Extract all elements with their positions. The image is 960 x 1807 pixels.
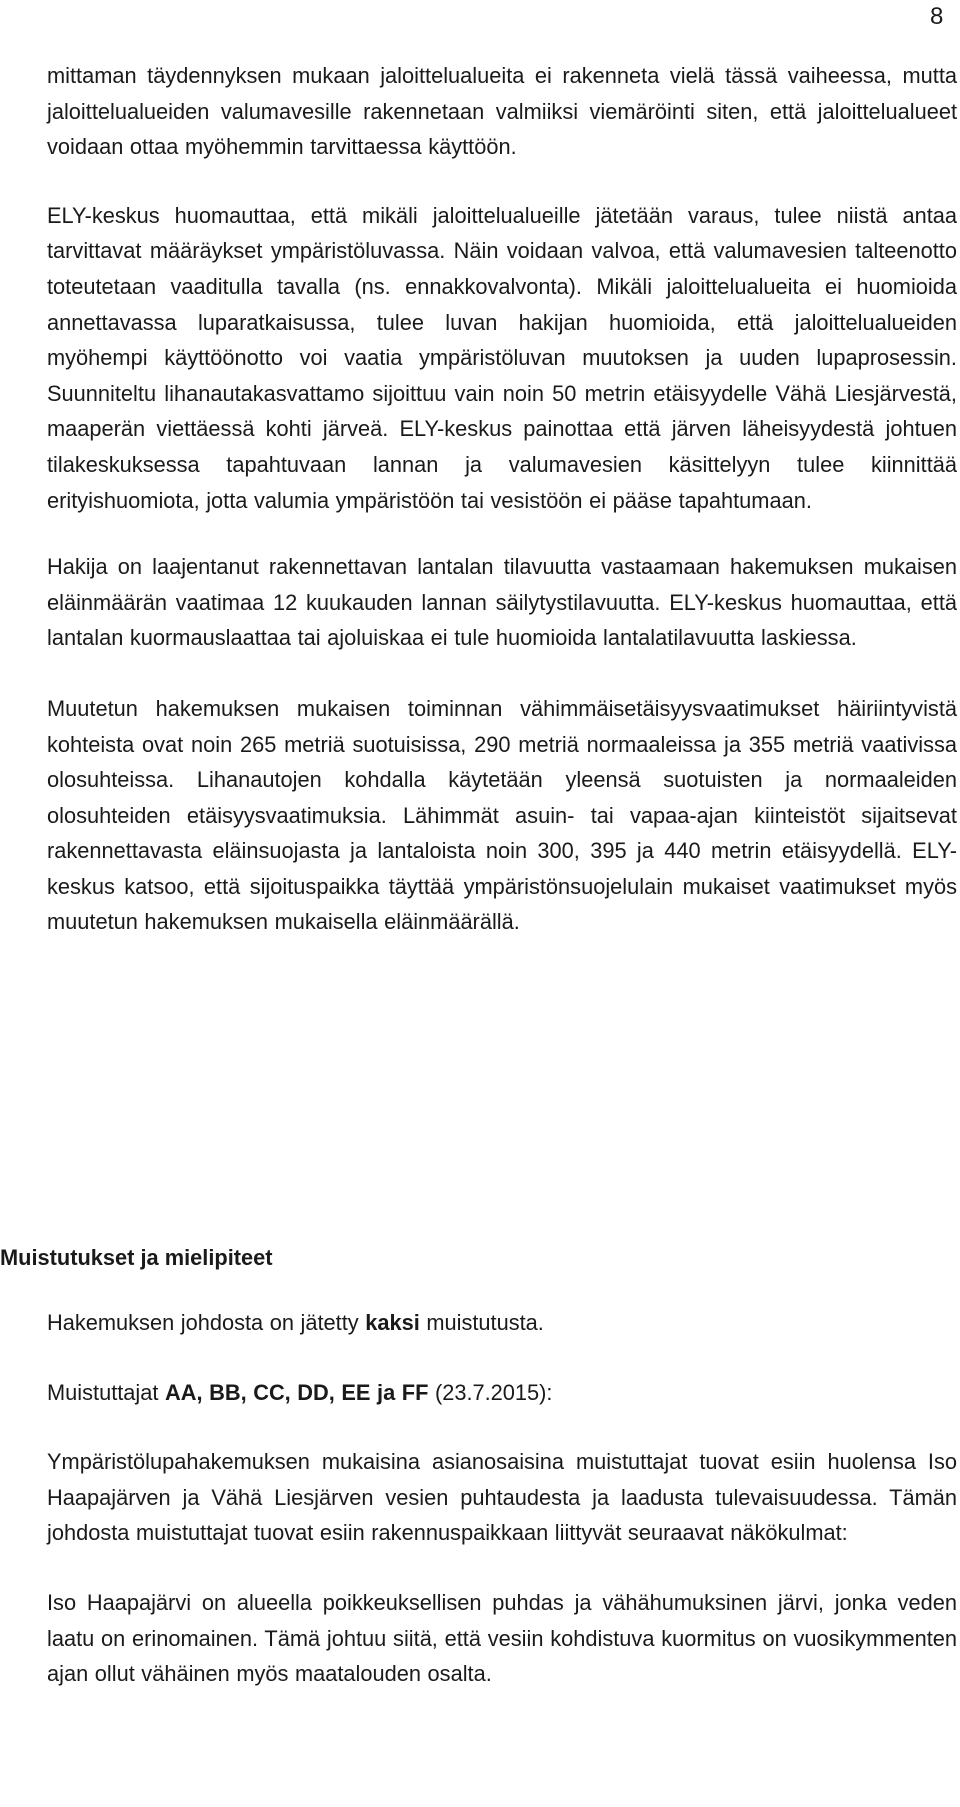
text: muistutusta. [419,1310,544,1335]
page-number: 8 [930,3,944,30]
paragraph: mittaman täydennyksen mukaan jaloittelualueita ei rakenneta vielä tässä vaiheessa, mutta jaloittelualueiden valumavesille rakennetaan valmiiksi viemäröinti siten, että jaloittelualueet voidaan ottaa myöhemmin tarvittaessa käyttöön. [47,63,957,160]
text: Muistuttajat [47,1379,166,1405]
paragraph: Muutetun hakemuksen mukaisen toiminnan vähimmäisetäisyysvaatimukset häiriintyvistä kohteista ovat noin 265 metriä suotuisissa, 290 metriä normaaleissa ja 355 metriä vaativissa olosuhteissa. Lihanautojen kohdalla käytetään yleensä suotuisten ja normaaleiden olosuhteiden etäisyysvaatimuksia. Lähimmät asuin- tai vapaa-ajan kiinteistöt sijaitsevat rakennettavasta eläinsuojasta ja lantaloista noin 300, 395 ja 440 metrin etäisyydellä. ELY-keskus katsoo, että sijoituspaikka täyttää ympäristönsuojelulain mukaiset vaatimukset myös muutetun hakemuksen mukaisella eläinmäärällä. [47,695,957,935]
section-body [47,1305,957,1692]
document-body [47,58,957,940]
section-heading: Muistutukset ja mielipiteet [0,1245,273,1270]
paragraph [47,1305,957,1341]
paragraph: Hakija on laajentanut rakennettavan lantalan tilavuutta vastaamaan hakemuksen mukaisen eläinmäärän vaatimaa 12 kuukauden lannan säilytystilavuutta. ELY-keskus huomauttaa, että lantalan kuormauslaattaa tai ajoluiskaa ei tule huomioida lantalatilavuutta laskiessa. [47,554,957,651]
paragraph [47,1375,957,1411]
text: (23.7.2015): [428,1379,553,1405]
bold-text: AA, BB, CC, DD, EE ja FF [165,1379,429,1405]
text: Hakemuksen johdosta on jätetty [47,1310,366,1335]
bold-text: kaksi [365,1310,420,1335]
paragraph: Iso Haapajärvi on alueella poikkeuksellisen puhdas ja vähähumuksinen järvi, jonka veden laatu on erinomainen. Tämä johtuu siitä, että vesiin kohdistuva kuormitus on vuosikymmenten ajan ollut vähäinen myös maatalouden osalta. [47,1589,957,1687]
paragraph: Ympäristölupahakemuksen mukaisina asianosaisina muistuttajat tuovat esiin huolensa Iso Haapajärven ja Vähä Liesjärven vesien puhtaudesta ja laadusta tulevaisuudessa. Tämän johdosta muistuttajat tuovat esiin rakennuspaikkaan liittyvät seuraavat näkökulmat: [47,1449,957,1546]
paragraph: ELY-keskus huomauttaa, että mikäli jaloittelualueille jätetään varaus, tulee niistä antaa tarvittavat määräykset ympäristöluvassa. Näin voidaan valvoa, että valumavesien talteenotto toteutetaan vaaditulla tavalla (ns. ennakkovalvonta). Mikäli jaloittelualueita ei huomioida annettavassa luparatkaisussa, tulee luvan hakijan huomioida, että jaloittelualueiden myöhempi käyttöönotto voi vaatia ympäristöluvan muutoksen ja uuden lupaprosessin. Suunniteltu lihanautakasvattamo sijoittuu vain noin 50 metrin etäisyydelle Vähä Liesjärvestä, maaperän viettäessä kohti järveä. ELY-keskus painottaa että järven läheisyydestä johtuen tilakeskuksessa tapahtuvaan lannan ja valumavesien käsittelyyn tulee kiinnittää erityishuomiota, jotta valumia ympäristöön tai vesistöön ei pääse tapahtumaan. [47,202,957,513]
